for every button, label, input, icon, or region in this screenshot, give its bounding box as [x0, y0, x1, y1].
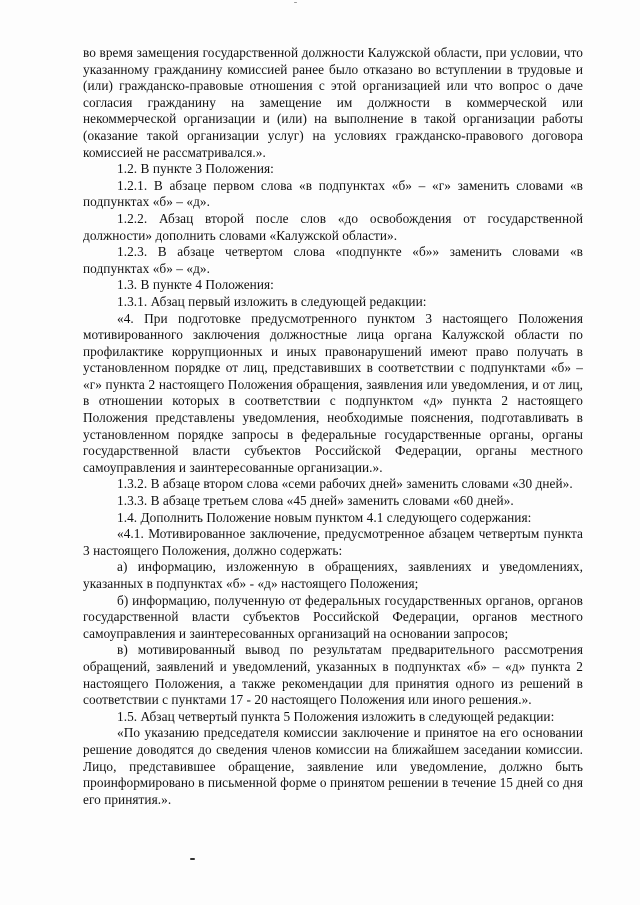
paragraph: «4.1. Мотивированное заключение, предусмотренное абзацем четвертым пункта 3 настоящего Положения, должно содержать: — [83, 526, 583, 558]
paragraph: 1.3.3. В абзаце третьем слова «45 дней» заменить словами «60 дней». — [117, 493, 514, 509]
paragraph: 1.2. В пункте 3 Положения: — [117, 161, 274, 177]
document-body — [83, 45, 583, 808]
paragraph: 1.3.2. В абзаце втором слова «семи рабочих дней» заменить словами «30 дней». — [117, 476, 573, 492]
paragraph: б) информацию, полученную от федеральных государственных органов, органов государственной власти субъектов Российской Федерации, органов местного самоуправления и заинтересованных организаций на основании запросов; — [83, 592, 583, 641]
paragraph: «По указанию председателя комиссии заключение и принятое на его основании решение доводятся до сведения членов комиссии на ближайшем заседании комиссии. Лицо, представившее обращение, заявление или уведомление, должно быть проинформировано в письменной форме о принятом решении в течение 15 дней со дня его принятия.». — [83, 725, 583, 807]
paragraph: «4. При подготовке предусмотренного пунктом 3 настоящего Положения мотивированного заключения должностные лица органа Калужской области по профилактике коррупционных и иных правонарушений имеют право получать в установленном порядке от лиц, представивших в соответствии с подпунктами «б» – «г» пункта 2 настоящего Положения обращения, заявления или уведомления, и от лиц, в отношении которых в соответствии с подпунктом «д» пункта 2 настоящего Положения представлены уведомления, необходимые пояснения, подготавливать в установленном порядке запросы в федеральные государственные органы, органы государственной власти субъектов Российской Федерации, органы местного самоуправления и заинтересованные организации.». — [83, 310, 583, 475]
paragraph: 1.2.3. В абзаце четвертом слова «подпункте «б»» заменить словами «в подпунктах «б» – «д». — [83, 244, 583, 276]
scan-speck — [294, 2, 297, 3]
paragraph: 1.5. Абзац четвертый пункта 5 Положения изложить в следующей редакции: — [117, 708, 555, 724]
paragraph: 1.3. В пункте 4 Положения: — [117, 277, 274, 293]
paragraph: 1.2.1. В абзаце первом слова «в подпунктах «б» – «г» заменить словами «в подпунктах «б» – «д». — [83, 177, 583, 210]
paragraph: а) информацию, изложенную в обращениях, заявлениях и уведомлениях, указанных в подпунктах «б» - «д» настоящего Положения; — [83, 559, 583, 591]
paragraph: 1.2.2. Абзац второй после слов «до освобождения от государственной должности» дополнить словами «Калужской области». — [83, 210, 583, 243]
paragraph: 1.3.1. Абзац первый изложить в следующей редакции: — [117, 293, 427, 309]
paragraph: во время замещения государственной должности Калужской области, при условии, что указанному гражданину комиссией ранее было отказано во вступлении в трудовые и (или) гражданско-правовые отношения с этой организацией или что вопрос о даче согласия гражданину на замещение им должности в коммерческой или некоммерческой организации и (или) на выполнение в такой организации работы (оказание такой организации услуг) на условиях гражданско-правового договора комиссией не рассматривался.». — [83, 45, 583, 160]
paragraph: в) мотивированный вывод по результатам предварительного рассмотрения обращений, заявлений и уведомлений, указанных в подпунктах «б» – «д» пункта 2 настоящего Положения, а также рекомендации для принятия одного из решений в соответствии с пунктами 17 - 20 настоящего Положения или иного решения.». — [83, 642, 583, 708]
scan-speck — [190, 858, 195, 860]
paragraph: 1.4. Дополнить Положение новым пунктом 4.1 следующего содержания: — [117, 509, 532, 525]
